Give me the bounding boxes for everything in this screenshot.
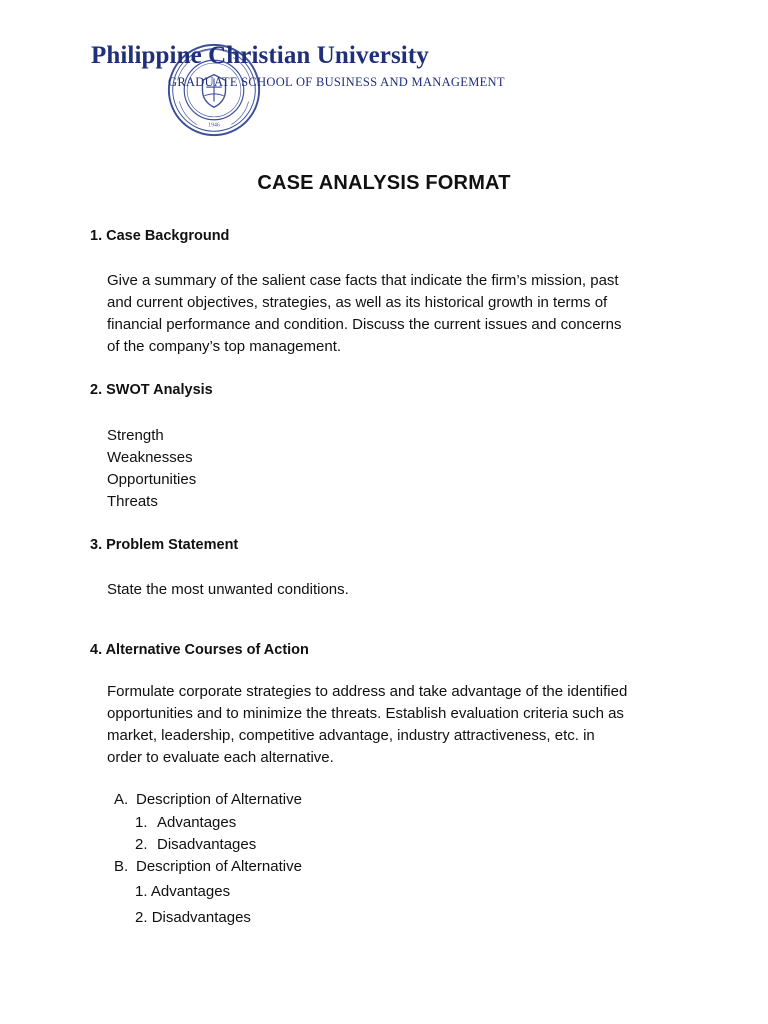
document-header <box>0 0 768 140</box>
alternative-b-disadvantages <box>135 909 251 926</box>
swot-item-threats: Threats <box>107 493 158 510</box>
alternative-b-advantages <box>135 883 230 900</box>
section-heading-problem-statement: 3. Problem Statement <box>90 537 239 553</box>
alternative-label: Description of Alternative <box>136 791 302 808</box>
list-marker: 1. <box>135 883 148 900</box>
subitem-label: Disadvantages <box>151 909 251 926</box>
paragraph-line: order to evaluate each alternative. <box>107 749 334 766</box>
list-marker: 2. <box>135 836 148 853</box>
swot-item-weaknesses: Weaknesses <box>107 449 193 466</box>
swot-item-strength: Strength <box>107 427 164 444</box>
paragraph-line: State the most unwanted conditions. <box>107 581 349 598</box>
paragraph-line: Give a summary of the salient case facts that indicate the firm’s mission, past <box>107 272 619 289</box>
university-name: Philippine Christian University <box>91 42 429 69</box>
subitem-label: Advantages <box>150 883 231 900</box>
section-heading-alternatives: 4. Alternative Courses of Action <box>90 642 309 658</box>
problem-statement-paragraph <box>107 579 677 601</box>
alternative-label: Description of Alternative <box>136 858 302 875</box>
list-marker: 2. <box>135 909 148 926</box>
paragraph-line: financial performance and condition. Discuss the current issues and concerns <box>107 316 622 333</box>
alternative-a-advantages <box>135 814 236 831</box>
seal-year: 1946 <box>208 122 220 129</box>
document-title: CASE ANALYSIS FORMAT <box>257 172 511 194</box>
alternative-b <box>114 858 302 875</box>
swot-list <box>107 425 196 513</box>
section-heading-swot: 2. SWOT Analysis <box>90 382 213 398</box>
alternative-a-disadvantages <box>135 836 256 853</box>
subitem-label: Disadvantages <box>157 836 257 853</box>
case-background-paragraph <box>107 270 677 358</box>
paragraph-line: opportunities and to minimize the threats. Establish evaluation criteria such as <box>107 705 624 722</box>
alternatives-paragraph <box>107 681 677 769</box>
list-marker: B. <box>114 858 129 875</box>
list-marker: 1. <box>135 814 148 831</box>
alternative-a <box>114 791 302 808</box>
section-heading-case-background: 1. Case Background <box>90 228 230 244</box>
paragraph-line: and current objectives, strategies, as well as its historical growth in terms of <box>107 294 608 311</box>
paragraph-line: market, leadership, competitive advantage, industry attractiveness, etc. in <box>107 727 595 744</box>
list-marker: A. <box>114 791 129 808</box>
paragraph-line: of the company’s top management. <box>107 338 342 355</box>
swot-item-opportunities: Opportunities <box>107 471 197 488</box>
subitem-label: Advantages <box>157 814 237 831</box>
paragraph-line: Formulate corporate strategies to address and take advantage of the identified <box>107 683 628 700</box>
school-name: GRADUATE SCHOOL OF BUSINESS AND MANAGEMENT <box>168 75 505 89</box>
